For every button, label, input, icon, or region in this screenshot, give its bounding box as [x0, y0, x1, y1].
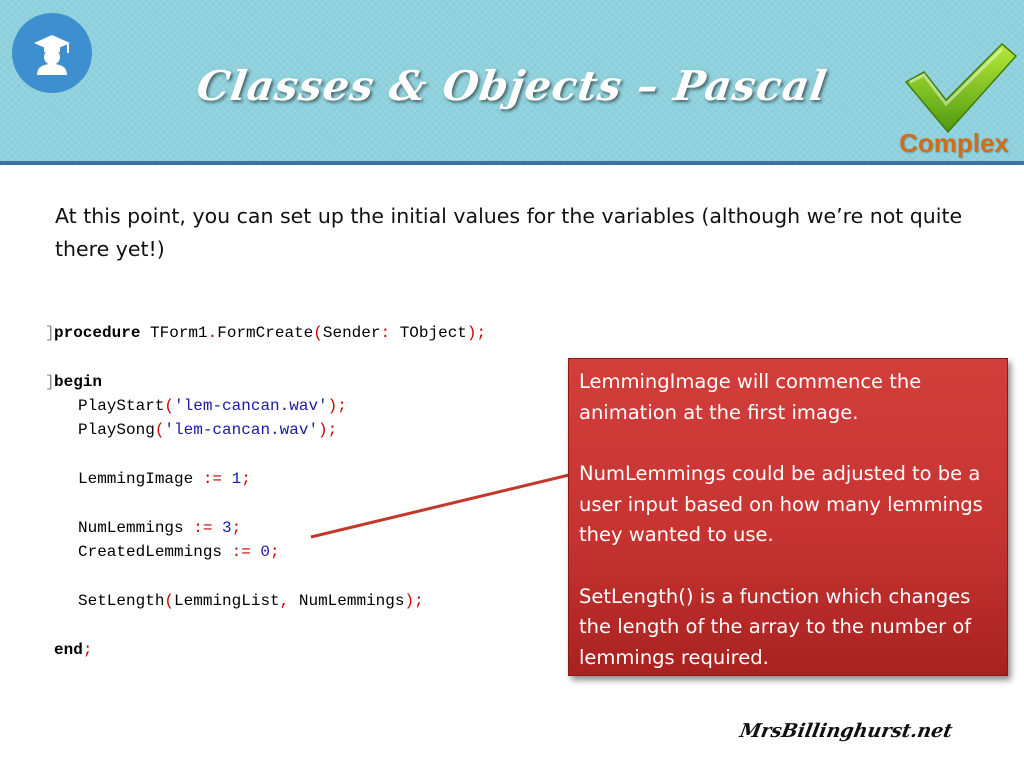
code-line-begin: ]begin — [45, 373, 103, 391]
callout-paragraph: NumLemmings could be adjusted to be a user input based on how many lemmings they wanted to use. — [579, 462, 983, 546]
difficulty-label: Complex — [899, 128, 1009, 158]
code-line-lemmingimage: LemmingImage := 1; — [78, 470, 251, 488]
code-line-setlength: SetLength(LemmingList, NumLemmings); — [78, 592, 424, 610]
code-line-numlemmings: NumLemmings := 3; — [78, 519, 242, 537]
code-line-end: end; — [54, 641, 93, 659]
intro-paragraph: At this point, you can set up the initial values for the variables (although we’re not quite there yet!) — [55, 204, 963, 261]
code-line-playstart: PlayStart('lem-cancan.wav'); — [78, 397, 347, 415]
slide-title: Classes & Objects – Pascal — [193, 62, 831, 110]
callout-paragraph: LemmingImage will commence the animation at the first image. — [579, 370, 922, 424]
explanation-callout — [568, 358, 1008, 676]
code-line-playsong: PlaySong('lem-cancan.wav'); — [78, 421, 338, 439]
fold-marker: ] — [45, 373, 55, 391]
code-line-createdlemmings: CreatedLemmings := 0; — [78, 543, 280, 561]
code-line-procedure: ]procedure TForm1.FormCreate(Sender: TObject); — [45, 324, 487, 342]
fold-marker: ] — [45, 324, 55, 342]
footer-site-link[interactable]: MrsBillinghurst.net — [738, 720, 955, 742]
callout-paragraph: SetLength() is a function which changes the length of the array to the number of lemmings required. — [579, 584, 972, 669]
